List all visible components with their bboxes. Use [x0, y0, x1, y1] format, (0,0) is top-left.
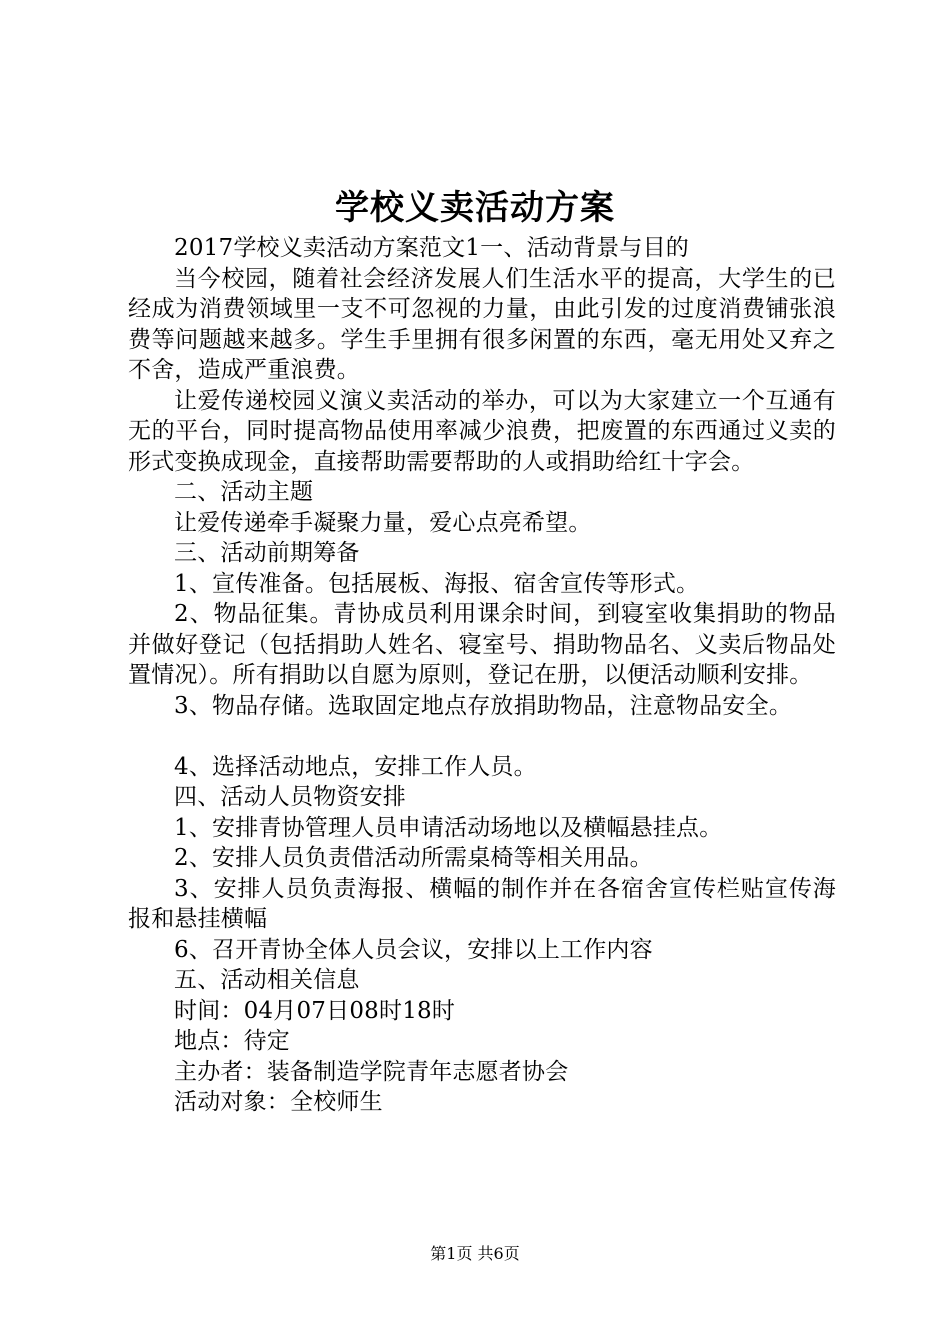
section-heading-theme: 二、活动主题 [174, 479, 314, 505]
paragraph-intro-heading: 2017学校义卖活动方案范文1一、活动背景与目的 [174, 235, 689, 261]
list-item-meeting: 6、召开青协全体人员会议，安排以上工作内容 [174, 936, 653, 963]
section-heading-staffing: 四、活动人员物资安排 [174, 784, 406, 810]
paragraph-background: 当今校园，随着社会经济发展人们生活水平的提高，大学生的已经成为消费领域里一支不可忽视的力量，由此引发的过度消费铺张浪费等问题越来越多。学生手里拥有很多闲置的东西，毫无用处又弃之不舍，造成严重浪费。 [128, 265, 836, 383]
info-location: 地点：待定 [174, 1028, 290, 1054]
document-title: 学校义卖活动方案 [335, 188, 615, 228]
list-item-site-request: 1、安排青协管理人员申请活动场地以及横幅悬挂点。 [174, 814, 723, 841]
list-item-venue: 4、选择活动地点，安排工作人员。 [174, 753, 537, 780]
info-organizer: 主办者：装备制造学院青年志愿者协会 [174, 1058, 569, 1085]
section-heading-preparation: 三、活动前期筹备 [174, 540, 360, 566]
document-body [128, 233, 836, 1118]
info-time: 时间：04月07日08时18时 [174, 997, 456, 1024]
paragraph-theme: 让爱传递牵手凝聚力量，爱心点亮希望。 [174, 509, 592, 536]
list-item-posters: 3、安排人员负责海报、横幅的制作并在各宿舍宣传栏贴宣传海报和悬挂横幅 [128, 875, 836, 932]
list-item-collection: 2、物品征集。青协成员利用课余时间，到寝室收集捐助的物品并做好登记（包括捐助人姓名、寝室号、捐助物品名、义卖后物品处置情况）。所有捐助以自愿为原则，登记在册，以便活动顺利安排。 [128, 601, 836, 688]
section-heading-info: 五、活动相关信息 [174, 967, 360, 993]
page-footer: 第1页 共6页 [430, 1244, 520, 1263]
paragraph-purpose: 让爱传递校园义演义卖活动的举办，可以为大家建立一个互通有无的平台，同时提高物品使用率减少浪费，把废置的东西通过义卖的形式变换成现金，直接帮助需要帮助的人或捐助给红十字会。 [128, 387, 836, 475]
list-item-storage: 3、物品存储。选取固定地点存放捐助物品，注意物品安全。 [174, 692, 793, 719]
list-item-furniture: 2、安排人员负责借活动所需桌椅等相关用品。 [174, 845, 653, 871]
list-item-publicity: 1、宣传准备。包括展板、海报、宿舍宣传等形式。 [174, 570, 700, 597]
info-audience: 活动对象：全校师生 [174, 1089, 383, 1115]
